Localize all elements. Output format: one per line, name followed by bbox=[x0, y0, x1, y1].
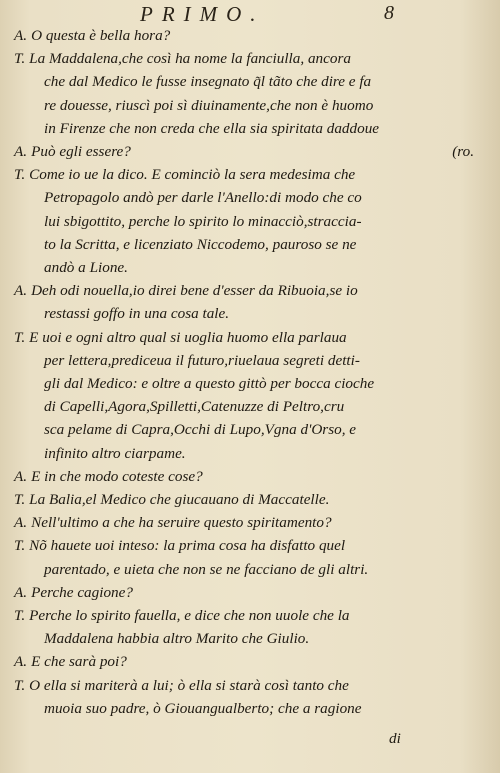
text-line bbox=[14, 326, 434, 349]
text-line: lui sbigottito, perche lo spirito lo minacciò,straccia- bbox=[44, 212, 362, 230]
text-line: Maddalena habbia altro Marito che Giulio. bbox=[44, 630, 310, 648]
dialogue-text bbox=[14, 24, 474, 720]
speech bbox=[14, 674, 434, 720]
text-line bbox=[14, 534, 434, 557]
line-text: Può egli essere? bbox=[31, 143, 131, 161]
speech bbox=[14, 581, 434, 604]
text-line bbox=[14, 465, 434, 488]
page-number: 8 bbox=[384, 2, 394, 24]
line-text: Nõ hauete uoi inteso: la prima cosa ha disfatto quel bbox=[29, 537, 346, 555]
text-line: andò a Lione. bbox=[44, 259, 128, 277]
line-text: Come io ue la dico. E cominciò la sera medesima che bbox=[29, 166, 356, 184]
line-text: E in che modo coteste cose? bbox=[31, 467, 203, 485]
speaker-label: T. bbox=[14, 50, 26, 68]
line-text: Perche lo spirito fauella, e dice che non uuole che la bbox=[29, 607, 350, 625]
text-line: gli dal Medico: e oltre a questo gittò per bocca cioche bbox=[44, 375, 375, 393]
text-line bbox=[14, 604, 434, 627]
text-line: to la Scritta, e licenziato Niccodemo, pauroso se ne bbox=[44, 235, 357, 253]
text-line: muoia suo padre, ò Giouangualberto; che a ragione bbox=[44, 699, 362, 717]
speech bbox=[14, 604, 434, 650]
text-line bbox=[14, 47, 434, 70]
speaker-label: T. bbox=[14, 676, 26, 694]
line-text: La Maddalena,che così ha nome la fanciulla, ancora bbox=[29, 50, 351, 68]
speech bbox=[14, 650, 434, 673]
text-line: re douesse, riuscì poi sì diuinamente,che non è huomo bbox=[44, 96, 374, 114]
speaker-label: A. bbox=[14, 514, 28, 532]
speaker-label: A. bbox=[14, 143, 28, 161]
text-line: Petropagolo andò per darle l'Anello:di modo che co bbox=[44, 189, 362, 207]
text-line bbox=[14, 488, 434, 511]
speech bbox=[14, 534, 434, 580]
line-text: E che sarà poi? bbox=[31, 653, 127, 671]
text-line: in Firenze che non creda che ella sia spiritata daddoue bbox=[44, 119, 380, 137]
speech bbox=[14, 47, 434, 140]
text-line bbox=[14, 674, 434, 697]
text-line bbox=[14, 511, 434, 534]
line-text: Deh odi nouella,io direi bene d'esser da Ribuoia,se io bbox=[31, 282, 358, 300]
speech bbox=[14, 488, 434, 511]
speech bbox=[14, 326, 434, 465]
line-text: La Balia,el Medico che giucauano di Maccatelle. bbox=[29, 491, 330, 509]
speech bbox=[14, 140, 474, 163]
speech bbox=[14, 511, 434, 534]
speaker-label: A. bbox=[14, 282, 28, 300]
line-text: O questa è bella hora? bbox=[31, 27, 171, 44]
text-line: che dal Medico le fusse insegnato q̃l tãto che dire e fa bbox=[44, 73, 372, 91]
running-title: PRIMO. bbox=[140, 2, 265, 26]
text-line: parentado, e uieta che non se ne facciano de gli altri. bbox=[44, 560, 369, 578]
turnover-word: (ro. bbox=[452, 143, 474, 161]
speech bbox=[14, 24, 434, 47]
text-line bbox=[14, 24, 434, 47]
text-line: di Capelli,Agora,Spilletti,Catenuzze di Peltro,cru bbox=[44, 398, 345, 416]
line-text: E uoi e ogni altro qual si uoglia huomo ella parlaua bbox=[29, 328, 347, 346]
text-line bbox=[14, 650, 434, 673]
speech bbox=[14, 163, 434, 279]
speaker-label: A. bbox=[14, 583, 28, 601]
speech bbox=[14, 279, 434, 325]
speech bbox=[14, 465, 434, 488]
speaker-label: T. bbox=[14, 328, 26, 346]
text-line: per lettera,prediceua il futuro,riuelaua segreti detti- bbox=[44, 351, 360, 369]
speaker-label: A. bbox=[14, 27, 28, 44]
speaker-label: T. bbox=[14, 491, 26, 509]
text-line: infinito altro ciarpame. bbox=[44, 444, 186, 462]
speaker-label: T. bbox=[14, 607, 26, 625]
line-text: O ella si mariterà a lui; ò ella si starà così tanto che bbox=[29, 676, 349, 694]
text-line bbox=[14, 140, 474, 163]
catchword: di bbox=[389, 730, 401, 747]
text-line bbox=[14, 279, 434, 302]
speaker-label: T. bbox=[14, 537, 26, 555]
line-text: Perche cagione? bbox=[31, 583, 133, 601]
speaker-label: T. bbox=[14, 166, 26, 184]
line-text: Nell'ultimo a che ha seruire questo spiritamento? bbox=[31, 514, 332, 532]
text-line bbox=[14, 581, 434, 604]
text-line: sca pelame di Capra,Occhi di Lupo,Vgna d'Orso, e bbox=[44, 421, 357, 439]
speaker-label: A. bbox=[14, 467, 28, 485]
text-line: restassi goffo in una cosa tale. bbox=[44, 305, 230, 323]
speaker-label: A. bbox=[14, 653, 28, 671]
text-line bbox=[14, 163, 434, 186]
